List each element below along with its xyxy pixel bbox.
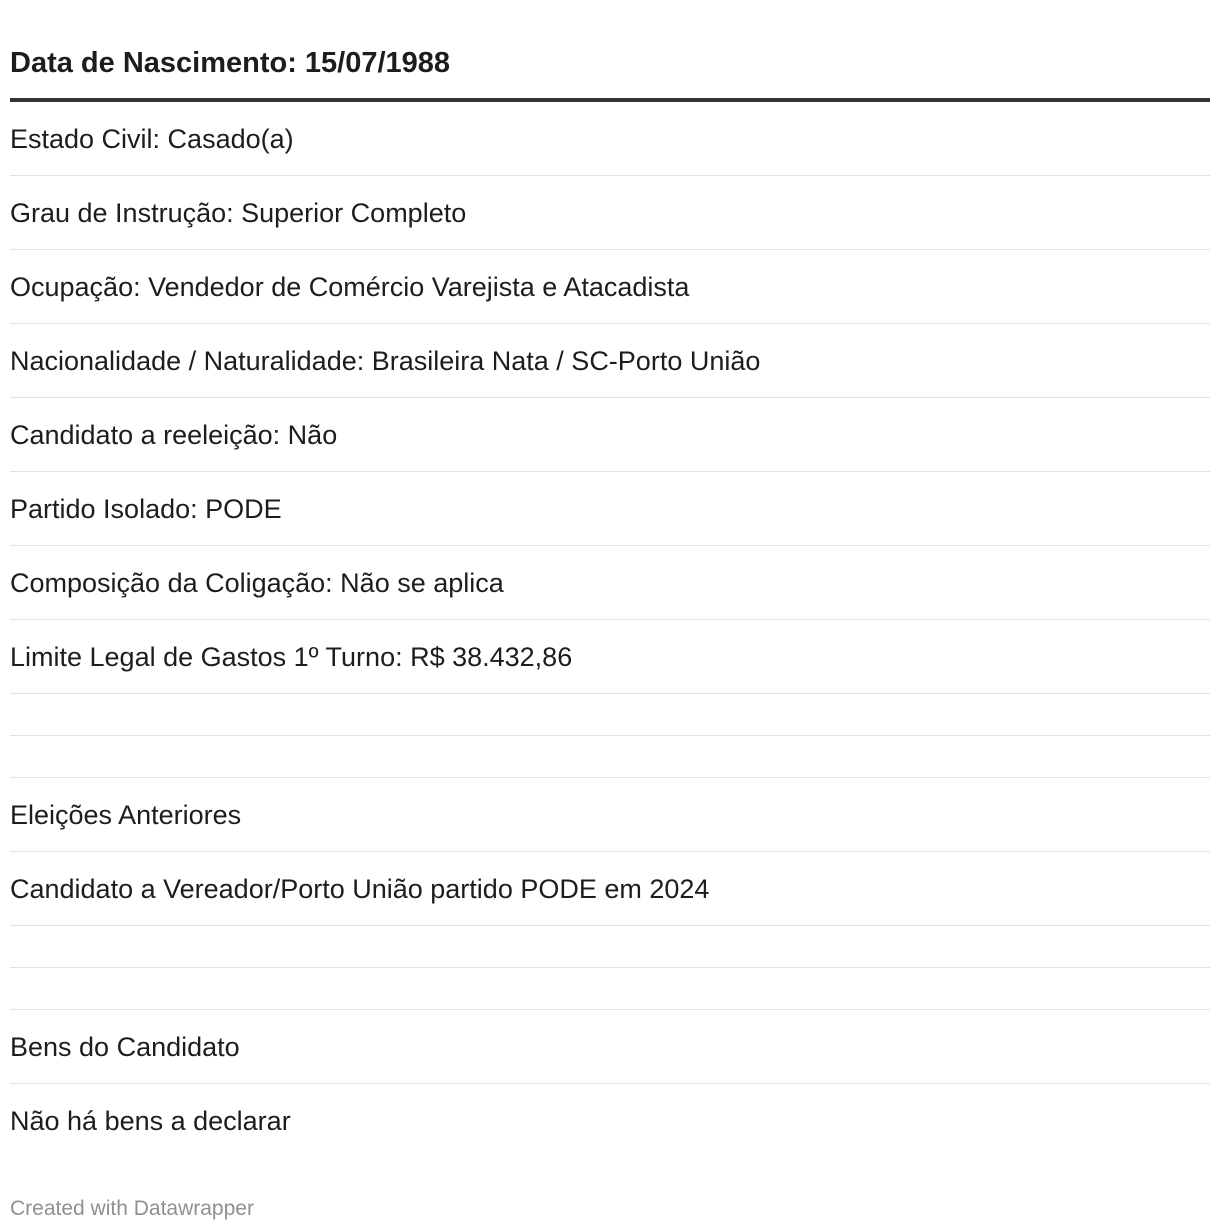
table-row-ocupacao [10,250,1210,324]
data-table [10,0,1210,1157]
header-title: Data de Nascimento: 15/07/1988 [10,47,451,79]
table-row-partido [10,472,1210,546]
table-row-eleicoes-anteriores [10,778,1210,852]
row-text: Eleições Anteriores [10,799,242,830]
table-row-grau-instrucao [10,176,1210,250]
table-row-coligacao [10,546,1210,620]
row-text: Partido Isolado: PODE [10,493,282,524]
row-text: Candidato a Vereador/Porto União partido PODE em 2024 [10,873,710,904]
row-text: Não há bens a declarar [10,1105,291,1136]
datawrapper-credit: Created with Datawrapper [10,1197,254,1220]
row-text: Composição da Coligação: Não se aplica [10,567,504,598]
table-row-empty [10,736,1210,778]
table-row-nacionalidade [10,324,1210,398]
table-row-empty [10,694,1210,736]
table-row-candidatura-2024 [10,852,1210,926]
row-text: Estado Civil: Casado(a) [10,123,294,154]
row-text: Grau de Instrução: Superior Completo [10,197,467,228]
row-text: Candidato a reeleição: Não [10,419,338,450]
table-row-bens [10,1010,1210,1084]
table-row-estado-civil [10,102,1210,176]
table-row-limite-gastos [10,620,1210,694]
row-text: Bens do Candidato [10,1031,240,1062]
table-row-empty [10,968,1210,1010]
row-text: Ocupação: Vendedor de Comércio Varejista e Atacadista [10,271,690,302]
row-text: Nacionalidade / Naturalidade: Brasileira Nata / SC-Porto União [10,345,761,376]
table-row-sem-bens [10,1084,1210,1157]
table-row-empty [10,926,1210,968]
table-row-reeleicao [10,398,1210,472]
row-text: Limite Legal de Gastos 1º Turno: R$ 38.432,86 [10,641,573,672]
table-header [10,0,1210,102]
